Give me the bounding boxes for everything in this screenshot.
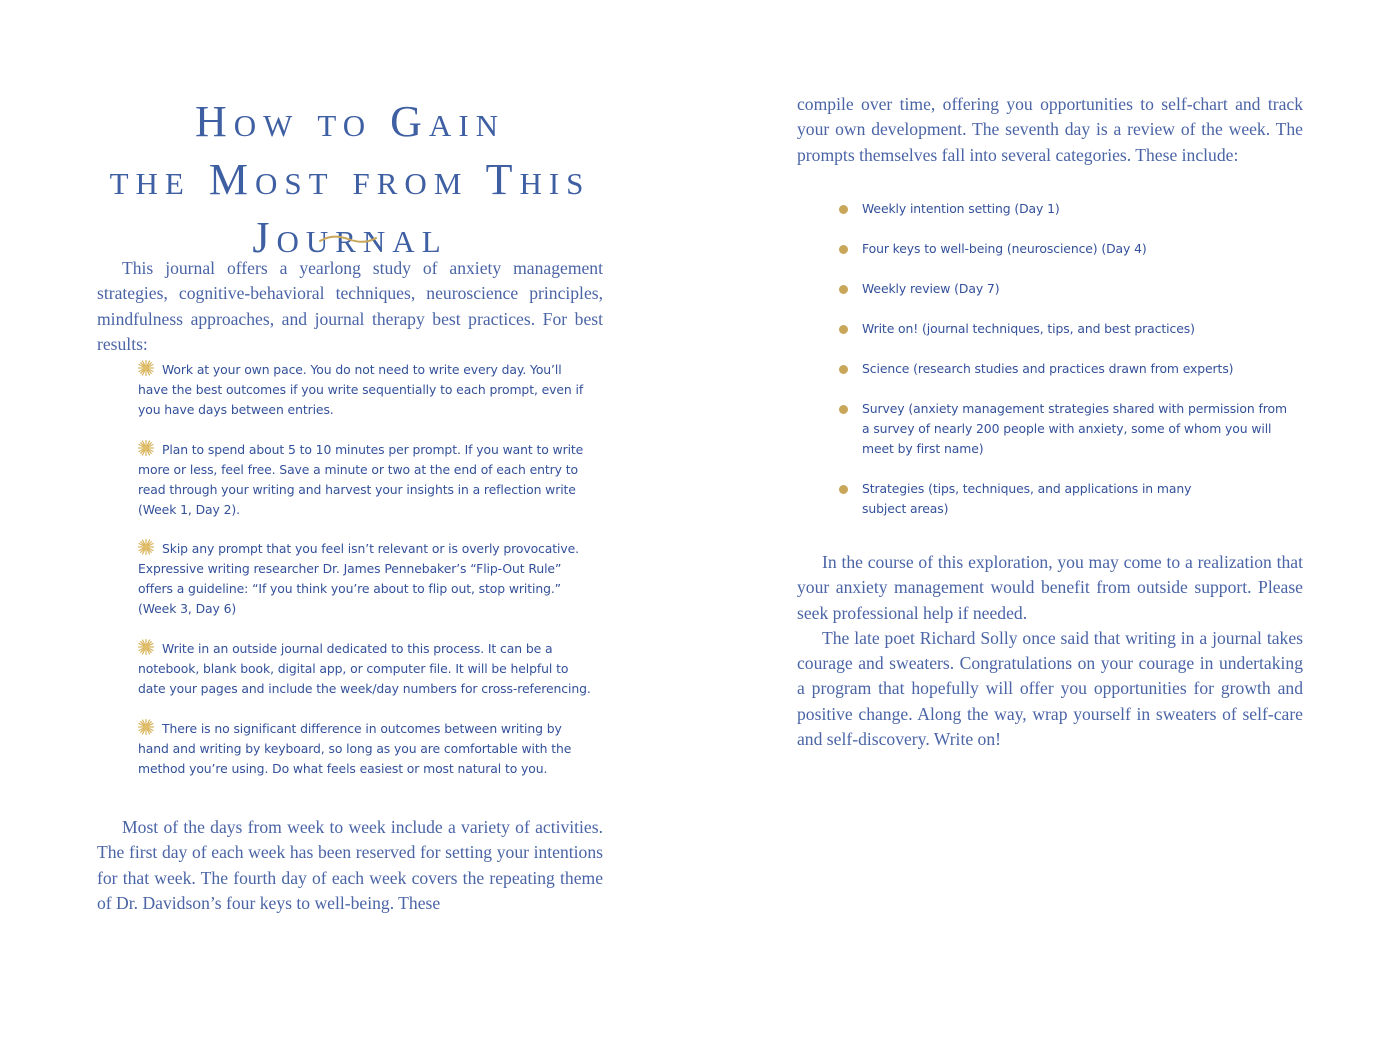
sunburst-icon (138, 360, 154, 376)
continuation-paragraph: compile over time, offering you opportunities to self-chart and track your own development. The seventh day is a review of the week. The prompts themselves fall into several categories. These include: (797, 94, 1303, 165)
activities-paragraph: Most of the days from week to week include a variety of activities. The first day of each week has been reserved for setting your intentions for that week. The fourth day of each week covers the repeating theme of Dr. Davidson’s four keys to well-being. These (97, 817, 603, 913)
category-item (837, 239, 1297, 259)
category-item (837, 359, 1297, 379)
support-paragraph: In the course of this exploration, you may come to a realization that your anxiety management would benefit from outside support. Please seek professional help if needed. (797, 552, 1303, 623)
tip-item (138, 639, 593, 699)
category-item (837, 199, 1297, 219)
intro-paragraph: This journal offers a yearlong study of anxiety management strategies, cognitive-behavioral techniques, neuroscience principles, mindfulness approaches, and journal therapy best practices. For best results: (97, 258, 603, 354)
categories-list (837, 199, 1297, 539)
sunburst-icon (138, 639, 154, 655)
bullet-dot-icon (839, 285, 848, 294)
tips-list (138, 360, 593, 798)
tip-text: Skip any prompt that you feel isn’t relevant or is overly provocative. Expressive writing researcher Dr. James Pennebaker’s “Flip-Out Rule” offers a guideline: “If you think you’re about to flip out, stop writing.” (Week 3, Day 6) (138, 541, 579, 617)
category-text: Science (research studies and practices drawn from experts) (862, 361, 1234, 376)
tip-item (138, 360, 593, 420)
sunburst-icon (138, 719, 154, 735)
category-item (837, 479, 1192, 519)
tip-text: There is no significant difference in outcomes between writing by hand and writing by keyboard, so long as you are comfortable with the method you’re using. Do what feels easiest or most natural to you. (138, 720, 572, 776)
category-text: Write on! (journal techniques, tips, and best practices) (862, 321, 1195, 336)
tip-item (138, 539, 593, 619)
bullet-dot-icon (839, 205, 848, 214)
closing-section (797, 550, 1303, 752)
bullet-dot-icon (839, 485, 848, 494)
sunburst-icon (138, 440, 154, 456)
category-text: Four keys to well-being (neuroscience) (Day 4) (862, 241, 1147, 256)
tip-text: Work at your own pace. You do not need to write every day. You’ll have the best outcomes if you write sequentially to each prompt, even if you have days between entries. (138, 362, 584, 417)
category-text: Strategies (tips, techniques, and applications in many subject areas) (862, 481, 1192, 516)
gold-swash-ornament-icon (318, 231, 378, 247)
bullet-dot-icon (839, 245, 848, 254)
bullet-dot-icon (839, 405, 848, 414)
solly-paragraph: The late poet Richard Solly once said that writing in a journal takes courage and sweaters. Congratulations on your courage in undertaking a program that hopefully will offer you opportunities for growth and positive change. Along the way, wrap yourself in sweaters of self-care and self-discovery. Write on! (797, 627, 1303, 750)
bullet-dot-icon (839, 365, 848, 374)
tip-text: Plan to spend about 5 to 10 minutes per prompt. If you want to write more or less, feel free. Save a minute or two at the end of each entry to read through your writing and harvest your insights in a reflection write (Week 1, Day 2). (138, 441, 584, 517)
tip-text: Write in an outside journal dedicated to this process. It can be a notebook, blank book, digital app, or computer file. It will be helpful to date your pages and include the week/day numbers for cross-referencing. (138, 641, 591, 697)
sunburst-icon (138, 539, 154, 555)
title-line-1: How to Gain (194, 97, 506, 146)
category-item (837, 279, 1297, 299)
category-item (837, 399, 1297, 459)
category-text: Weekly intention setting (Day 1) (862, 201, 1060, 216)
category-text: Weekly review (Day 7) (862, 281, 1000, 296)
category-text: Survey (anxiety management strategies shared with permission from a survey of nearly 200 people with anxiety, some of whom you will meet by first name) (862, 401, 1287, 456)
title-line-3: Journal (252, 213, 448, 262)
bullet-dot-icon (839, 325, 848, 334)
tip-item (138, 440, 593, 520)
tip-item (138, 719, 593, 779)
category-item (837, 319, 1297, 339)
title-line-2: the Most from This (109, 155, 591, 204)
